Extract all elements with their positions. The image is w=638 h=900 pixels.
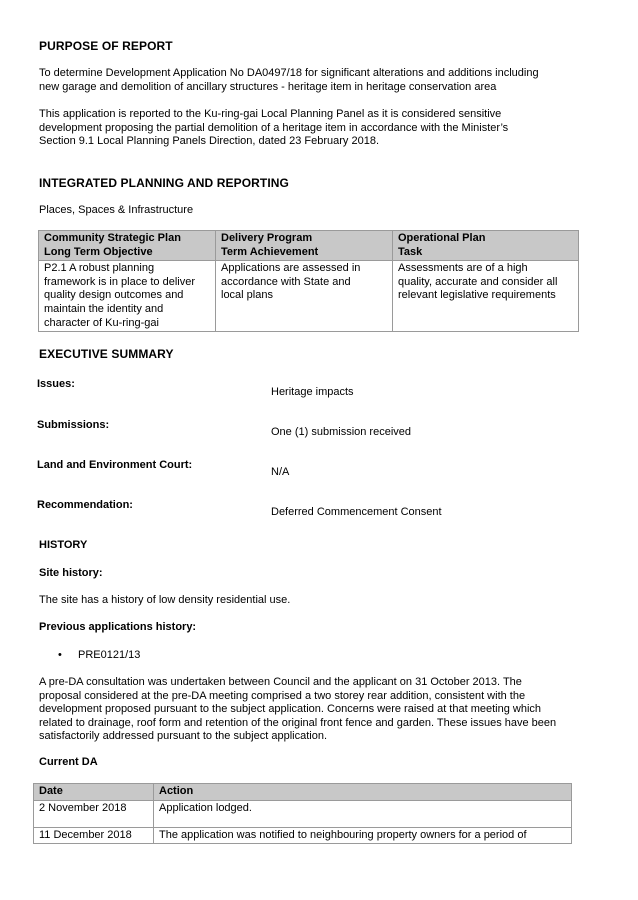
text-line: This application is reported to the Ku-ring-gai Local Planning Panel as it is considered sensitive xyxy=(39,108,502,120)
text-line: Term Achievement xyxy=(221,245,319,258)
current-da-table xyxy=(33,783,572,844)
text-line: Section 9.1 Local Planning Panels Direction, dated 23 February 2018. xyxy=(39,135,379,148)
purpose-heading: PURPOSE OF REPORT xyxy=(39,39,173,53)
strategic-plan-table xyxy=(38,230,579,332)
history-heading: HISTORY xyxy=(39,539,88,551)
text-line: accordance with State and xyxy=(221,275,351,288)
text-line: Community Strategic Plan xyxy=(44,232,181,244)
table-cell: Application lodged. xyxy=(154,800,572,827)
integrated-theme: Places, Spaces & Infrastructure xyxy=(39,204,194,216)
submissions-label: Submissions: xyxy=(37,419,110,431)
text-line: Task xyxy=(398,245,423,258)
table-cell: 11 December 2018 xyxy=(34,827,154,844)
text-line: Long Term Objective xyxy=(44,245,153,258)
text-line: quality design outcomes and xyxy=(44,289,184,302)
current-da-heading: Current DA xyxy=(39,756,98,768)
text-line: development proposed pursuant to the subject application. Concerns were raised at that meeting which xyxy=(39,703,542,716)
previous-applications-heading: Previous applications history: xyxy=(39,621,197,633)
text-line: Assessments are of a high xyxy=(398,262,528,275)
table-row xyxy=(39,261,579,332)
table-row xyxy=(34,800,572,827)
issues-label: Issues: xyxy=(37,378,75,390)
table-header-cell: Action xyxy=(154,784,572,801)
text-line: Operational Plan xyxy=(398,232,486,244)
table-header-cell xyxy=(216,231,393,261)
table-cell xyxy=(393,261,579,332)
table-header-cell xyxy=(39,231,216,261)
table-cell: The application was notified to neighbouring property owners for a period of xyxy=(154,827,572,844)
text-line: new garage and demolition of ancillary structures - heritage item in heritage conservation area xyxy=(39,80,497,93)
issues-value: Heritage impacts xyxy=(271,386,354,398)
table-row xyxy=(34,827,572,844)
purpose-paragraph-1 xyxy=(39,67,599,94)
text-line: To determine Development Application No DA0497/18 for significant alterations and additions including xyxy=(39,67,539,79)
integrated-heading: INTEGRATED PLANNING AND REPORTING xyxy=(39,176,289,190)
bullet-icon: • xyxy=(58,649,62,661)
site-history-text: The site has a history of low density residential use. xyxy=(39,594,291,606)
history-paragraph xyxy=(39,676,609,744)
table-header-cell: Date xyxy=(34,784,154,801)
text-line: development proposing the partial demolition of a heritage item in accordance with the Minister’s xyxy=(39,121,509,134)
text-line: character of Ku-ring-gai xyxy=(44,316,159,329)
previous-application-item: PRE0121/13 xyxy=(78,649,141,661)
text-line: Delivery Program xyxy=(221,232,313,244)
text-line: Applications are assessed in xyxy=(221,262,361,275)
court-value: N/A xyxy=(271,466,290,478)
site-history-heading: Site history: xyxy=(39,567,103,579)
recommendation-label: Recommendation: xyxy=(37,499,133,511)
purpose-paragraph-2 xyxy=(39,108,599,149)
table-header-row xyxy=(39,231,579,261)
text-line: related to drainage, roof form and retention of the original front fence and garden. These issues have been xyxy=(39,716,557,729)
table-cell xyxy=(216,261,393,332)
text-line: quality, accurate and consider all xyxy=(398,275,558,288)
table-header-row xyxy=(34,784,572,801)
executive-heading: EXECUTIVE SUMMARY xyxy=(39,347,174,361)
text-line: A pre-DA consultation was undertaken between Council and the applicant on 31 October 2013. The xyxy=(39,676,522,688)
table-cell: 2 November 2018 xyxy=(34,800,154,827)
text-line: relevant legislative requirements xyxy=(398,289,556,302)
submissions-value: One (1) submission received xyxy=(271,426,412,438)
recommendation-value: Deferred Commencement Consent xyxy=(271,506,442,518)
text-line: framework is in place to deliver xyxy=(44,275,196,288)
court-label: Land and Environment Court: xyxy=(37,459,193,471)
text-line: P2.1 A robust planning xyxy=(44,262,155,275)
table-cell xyxy=(39,261,216,332)
text-line: satisfactorily addressed pursuant to the subject application. xyxy=(39,730,327,743)
text-line: local plans xyxy=(221,289,273,302)
text-line: proposal considered at the pre-DA meeting comprised a two storey rear addition, consistent with the xyxy=(39,689,526,702)
text-line: maintain the identity and xyxy=(44,302,164,315)
table-header-cell xyxy=(393,231,579,261)
